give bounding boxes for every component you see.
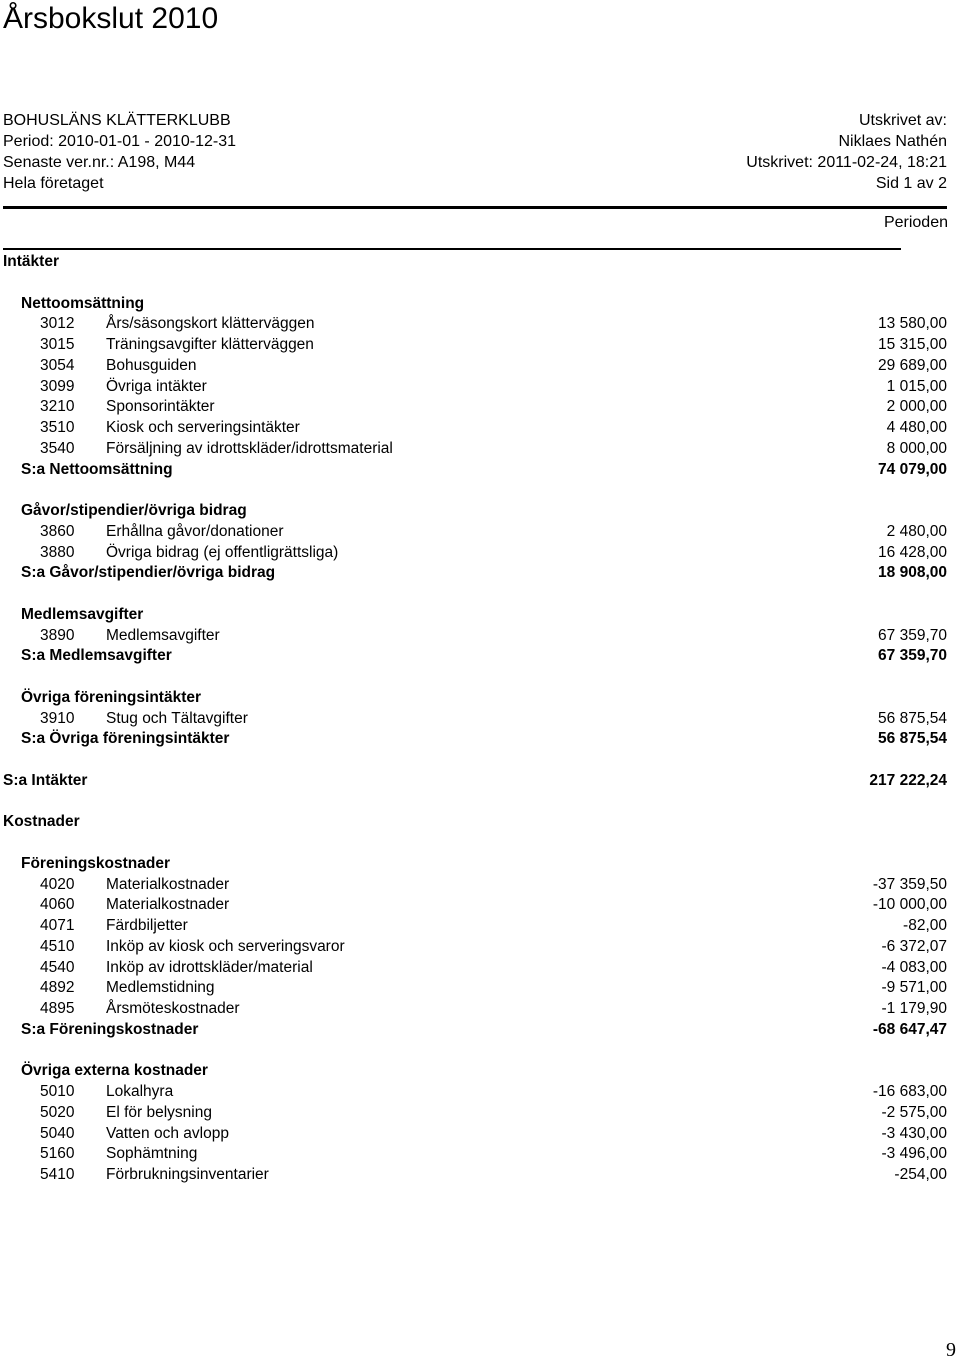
group-sum: S:a Medlemsavgifter 67 359,70 <box>21 647 947 665</box>
header-rule <box>3 206 947 209</box>
table-row: 5010 Lokalhyra -16 683,00 <box>40 1083 947 1100</box>
version: Senaste ver.nr.: A198, M44 <box>3 154 196 171</box>
header-row-3 <box>3 152 947 173</box>
page-number: 9 <box>946 1339 956 1361</box>
table-row: 3910 Stug och Tältavgifter 56 875,54 <box>40 709 947 727</box>
table-row: 4020 Materialkostnader -37 359,50 <box>40 875 947 893</box>
section-title-costs: Kostnader <box>3 813 80 831</box>
group-title: Nettoomsättning <box>21 294 145 312</box>
section-total-income: S:a Intäkter 217 222,24 <box>3 771 947 789</box>
table-row: 4060 Materialkostnader -10 000,00 <box>40 896 947 914</box>
table-row: 3510 Kiosk och serveringsintäkter 4 480,00 <box>40 419 947 436</box>
group-sum: S:a Gåvor/stipendier/övriga bidrag 18 908,00 <box>21 564 947 582</box>
group-sum: S:a Föreningskostnader -68 647,47 <box>21 1020 947 1038</box>
table-row: 3099 Övriga intäkter 1 015,00 <box>40 377 947 395</box>
header-row-2 <box>3 131 947 152</box>
table-row: 5020 El för belysning -2 575,00 <box>40 1103 947 1121</box>
table-row: 4540 Inköp av idrottskläder/material -4 083,00 <box>40 958 947 976</box>
table-row: 3210 Sponsorintäkter 2 000,00 <box>40 398 947 416</box>
column-header-period: Perioden <box>883 214 948 231</box>
table-row: 4071 Färdbiljetter -82,00 <box>40 917 947 934</box>
org-name: BOHUSLÄNS KLÄTTERKLUBB <box>3 112 231 129</box>
page-indicator: Sid 1 av 2 <box>875 175 947 192</box>
scope: Hela företaget <box>3 175 104 192</box>
table-row: 3880 Övriga bidrag (ej offentligrättsliga) 16 428,00 <box>40 543 947 561</box>
printed-by-label: Utskrivet av: <box>858 112 947 129</box>
page-title: Årsbokslut 2010 <box>3 2 219 35</box>
report-body <box>3 252 947 1186</box>
table-row: 5160 Sophämtning -3 496,00 <box>40 1145 947 1163</box>
group-title: Medlemsavgifter <box>21 605 144 623</box>
group-sum: S:a Övriga föreningsintäkter 56 875,54 <box>21 730 947 748</box>
header-row-1 <box>3 110 947 131</box>
printed-by: Niklaes Nathén <box>838 133 947 150</box>
table-row: 3054 Bohusguiden 29 689,00 <box>40 356 947 374</box>
group-title: Gåvor/stipendier/övriga bidrag <box>21 502 247 519</box>
table-row: 4892 Medlemstidning -9 571,00 <box>40 979 947 997</box>
table-row: 3890 Medlemsavgifter 67 359,70 <box>40 626 947 644</box>
table-row: 3540 Försäljning av idrottskläder/idrottsmaterial 8 000,00 <box>40 439 947 457</box>
printed-at: Utskrivet: 2011-02-24, 18:21 <box>746 154 947 171</box>
column-header-rule <box>3 248 901 250</box>
table-row: 3015 Träningsavgifter klätterväggen 15 315,00 <box>40 336 947 353</box>
table-row: 4510 Inköp av kiosk och serveringsvaror -6 372,07 <box>40 937 947 955</box>
group-title: Övriga externa kostnader <box>21 1062 208 1080</box>
period: Period: 2010-01-01 - 2010-12-31 <box>3 133 237 150</box>
group-title: Föreningskostnader <box>21 854 170 872</box>
header-row-4 <box>3 173 947 194</box>
table-row: 3012 Års/säsongskort klätterväggen 13 580,00 <box>40 315 947 333</box>
table-row: 5410 Förbrukningsinventarier -254,00 <box>40 1166 947 1183</box>
table-row: 5040 Vatten och avlopp -3 430,00 <box>40 1124 947 1142</box>
group-title: Övriga föreningsintäkter <box>21 688 202 706</box>
group-sum: S:a Nettoomsättning 74 079,00 <box>21 460 947 478</box>
section-title-income: Intäkter <box>3 253 59 270</box>
table-row: 4895 Årsmöteskostnader -1 179,90 <box>40 1000 947 1017</box>
table-row: 3860 Erhållna gåvor/donationer 2 480,00 <box>40 522 947 540</box>
